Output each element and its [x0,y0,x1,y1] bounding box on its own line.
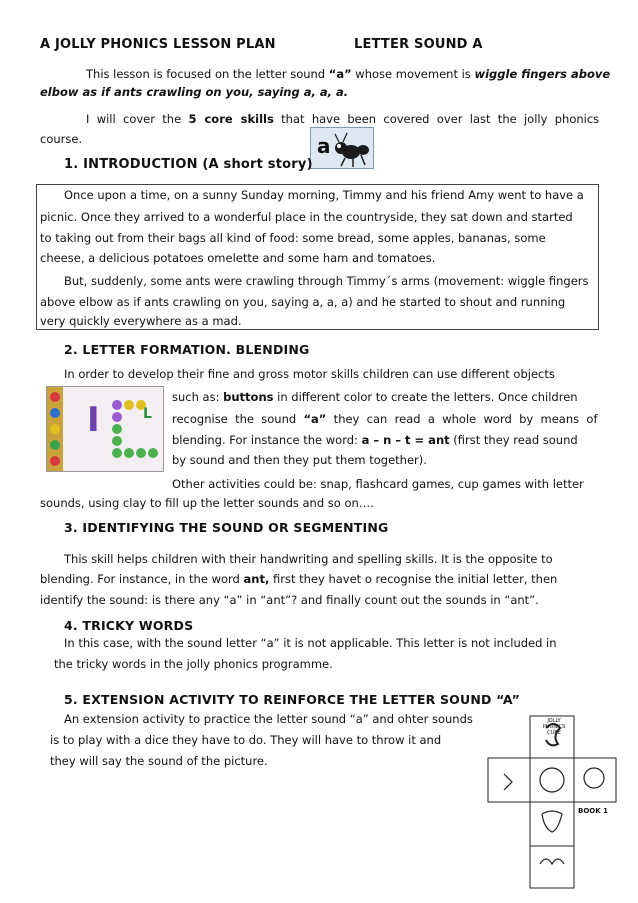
intro-line-1 [86,65,610,84]
page-subtitle: LETTER SOUND A [354,37,483,52]
blending-line [172,410,598,429]
blending-line: sounds, using clay to fill up the letter sounds and so on…. [40,496,374,510]
button-letters-image [46,386,164,472]
blending-line [172,388,578,407]
story-line: above elbow as if ants crawling on you, saying a, a, a) and he started to shout and running [40,295,566,309]
intro-sound: “a” [328,67,352,81]
story-line: But, suddenly, some ants were crawling through Timmy´s arms (movement: wiggle fingers [64,274,589,288]
blending-text: in different color to create the letters. Once children [273,390,578,404]
page-title: A JOLLY PHONICS LESSON PLAN [40,37,276,52]
segmenting-line [40,570,557,589]
letter-l: L [143,406,152,422]
story-line: very quickly everywhere as a mad. [40,314,242,328]
segmenting-line: This skill helps children with their handwriting and spelling skills. It is the opposite to [64,552,553,566]
extension-line: they will say the sound of the picture. [50,754,268,768]
sound-a: “a” [303,412,327,426]
segmenting-line: identify the sound: is there any “a” in “ant”? and finally count out the sounds in “ant”. [40,593,539,607]
segmenting-text: first they havet o recognise the initial letter, then [269,572,558,586]
tricky-line: In this case, with the sound letter “a” it is not applicable. This letter is not included in [64,636,557,650]
blending-line: Other activities could be: snap, flashcard games, cup games with letter [172,477,584,491]
section-1-heading: 1. INTRODUCTION (A short story) [64,157,313,172]
story-line: cheese, a delicious potatoes omelette and some ham and tomatoes. [40,251,436,265]
intro-text: I will cover the [86,112,189,126]
letter-i: I [87,400,100,440]
blend-example: a – n – t = ant [361,433,450,447]
intro-movement: wiggle fingers above [474,67,611,81]
cube-book-label: BOOK 1 [578,807,608,815]
blending-text: recognise the sound [172,412,304,426]
story-line: picnic. Once they arrived to a wonderful place in the countryside, they sat down and started [40,210,573,224]
intro-para-2-end: course. [40,132,83,146]
ant-word: ant, [243,572,270,586]
section-2-heading: 2. LETTER FORMATION. BLENDING [64,342,310,357]
story-line: to taking out from their bags all kind of food: some bread, some apples, bananas, some [40,231,546,245]
core-skills: 5 core skills [188,112,274,126]
ant-letter-image [310,127,374,169]
tricky-line: the tricky words in the jolly phonics programme. [54,657,333,671]
blending-line [172,431,578,450]
section-4-heading: 4. TRICKY WORDS [64,618,194,633]
segmenting-text: blending. For instance, in the word [40,572,244,586]
blending-line: by sound and then they put them together). [172,453,427,467]
blending-line: In order to develop their fine and gross motor skills children can use different objects [64,367,555,381]
section-3-heading: 3. IDENTIFYING THE SOUND OR SEGMENTING [64,520,389,535]
buttons-word: buttons [223,390,274,404]
intro-para-2 [86,110,599,129]
section-5-heading: 5. EXTENSION ACTIVITY TO REINFORCE THE LETTER SOUND “A” [64,692,521,707]
intro-text: that have been covered over last the jolly phonics [273,112,600,126]
blending-text: blending. For instance the word: [172,433,362,447]
blending-text: they can read a whole word by means of [326,412,598,426]
intro-line-2: elbow as if ants crawling on you, saying a, a, a. [40,85,349,99]
phonics-cube-image [486,714,618,890]
extension-line: An extension activity to practice the letter sound “a” and ohter sounds [64,712,473,726]
intro-text: This lesson is focused on the letter sound [86,67,329,81]
blending-text: such as: [172,390,224,404]
blending-text: (first they read sound [449,433,578,447]
ant-letter: a [317,134,331,158]
story-line: Once upon a time, on a sunny Sunday morning, Timmy and his friend Amy went to have a [64,188,584,202]
extension-line: is to play with a dice they have to do. They will have to throw it and [50,733,442,747]
cube-title: JOLLY PHONICS CUBE [542,718,566,736]
intro-text: whose movement is [351,67,475,81]
